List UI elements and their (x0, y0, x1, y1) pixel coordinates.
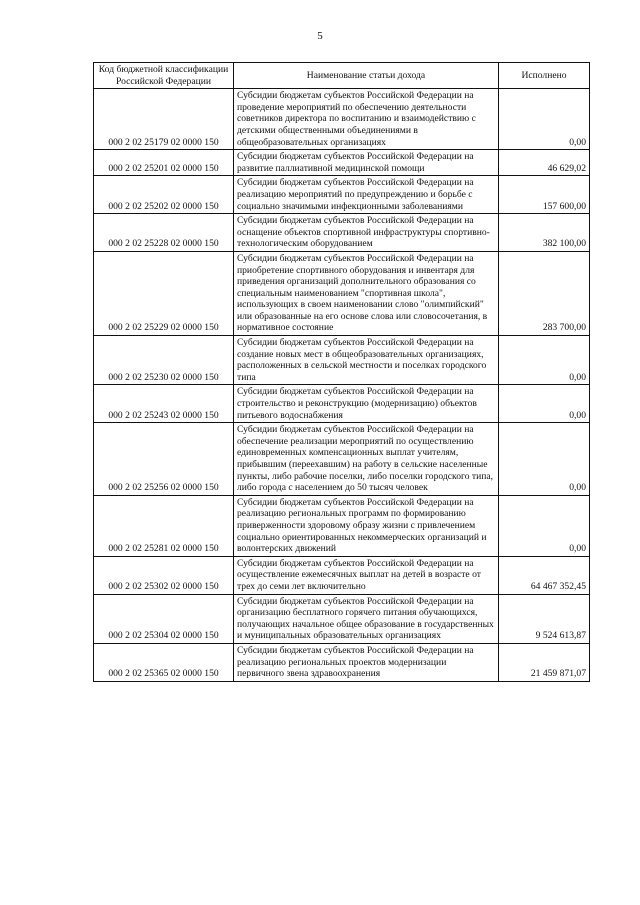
row-code: 000 2 02 25304 02 0000 150 (94, 594, 234, 643)
table-row (94, 176, 590, 214)
row-amount: 0,00 (499, 495, 590, 556)
table-row (94, 251, 590, 335)
row-amount: 0,00 (499, 385, 590, 423)
row-amount: 46 629,02 (499, 150, 590, 176)
row-amount: 64 467 352,45 (499, 556, 590, 594)
page-number: 5 (317, 30, 323, 42)
row-name: Субсидии бюджетам субъектов Российской Федерации на развитие паллиативной медицинской помощи (234, 150, 499, 176)
table-row (94, 495, 590, 556)
header-amount: Исполнено (499, 63, 590, 89)
table-row (94, 336, 590, 385)
table-row (94, 556, 590, 594)
header-name: Наименование статьи дохода (234, 63, 499, 89)
row-code: 000 2 02 25243 02 0000 150 (94, 385, 234, 423)
row-amount: 382 100,00 (499, 214, 590, 252)
row-code: 000 2 02 25256 02 0000 150 (94, 423, 234, 496)
row-code: 000 2 02 25302 02 0000 150 (94, 556, 234, 594)
table-row (94, 214, 590, 252)
row-code: 000 2 02 25365 02 0000 150 (94, 643, 234, 681)
row-name: Субсидии бюджетам субъектов Российской Федерации на обеспечение реализации мероприятий по осуществлению единовременных компенсационных выплат учителям, прибывшим (переехавшим) на работу в сельские населенные пункты, либо рабочие поселки, либо поселки городского типа, либо города с населением до 50 тысяч человек (234, 423, 499, 496)
table-row (94, 150, 590, 176)
row-amount: 0,00 (499, 423, 590, 496)
table-row (94, 643, 590, 681)
row-name: Субсидии бюджетам субъектов Российской Федерации на создание новых мест в общеобразовательных организациях, расположенных в сельской местности и поселках городского типа (234, 336, 499, 385)
row-amount: 283 700,00 (499, 251, 590, 335)
row-name: Субсидии бюджетам субъектов Российской Федерации на реализацию региональных проектов модернизации первичного звена здравоохранения (234, 643, 499, 681)
row-code: 000 2 02 25201 02 0000 150 (94, 150, 234, 176)
revenue-table (93, 62, 590, 682)
row-amount: 21 459 871,07 (499, 643, 590, 681)
table-row (94, 89, 590, 150)
row-amount: 9 524 613,87 (499, 594, 590, 643)
table-row (94, 594, 590, 643)
row-name: Субсидии бюджетам субъектов Российской Федерации на реализацию мероприятий по предупреждению и борьбе с социально значимыми инфекционными заболеваниями (234, 176, 499, 214)
row-code: 000 2 02 25230 02 0000 150 (94, 336, 234, 385)
row-code: 000 2 02 25229 02 0000 150 (94, 251, 234, 335)
row-code: 000 2 02 25179 02 0000 150 (94, 89, 234, 150)
row-name: Субсидии бюджетам субъектов Российской Федерации на организацию бесплатного горячего питания обучающихся, получающих начальное общее образование в государственных и муниципальных образовательных организациях (234, 594, 499, 643)
row-code: 000 2 02 25281 02 0000 150 (94, 495, 234, 556)
row-amount: 0,00 (499, 336, 590, 385)
row-name: Субсидии бюджетам субъектов Российской Федерации на строительство и реконструкцию (модернизацию) объектов питьевого водоснабжения (234, 385, 499, 423)
row-name: Субсидии бюджетам субъектов Российской Федерации на приобретение спортивного оборудования и инвентаря для приведения организаций дополнительного образования со специальным наименованием "спортивная школа", использующих в своем наименовании слово "олимпийский" или образованные на его основе слова или словосочетания, в нормативное состояние (234, 251, 499, 335)
row-code: 000 2 02 25228 02 0000 150 (94, 214, 234, 252)
table-row (94, 385, 590, 423)
header-code: Код бюджетной классификации Российской Федерации (94, 63, 234, 89)
table-header-row (94, 63, 590, 89)
row-name: Субсидии бюджетам субъектов Российской Федерации на осуществление ежемесячных выплат на детей в возрасте от трех до семи лет включительно (234, 556, 499, 594)
row-name: Субсидии бюджетам субъектов Российской Федерации на оснащение объектов спортивной инфраструктуры спортивно-технологическим оборудованием (234, 214, 499, 252)
row-amount: 0,00 (499, 89, 590, 150)
row-name: Субсидии бюджетам субъектов Российской Федерации на реализацию региональных программ по формированию приверженности здоровому образу жизни с привлечением социально ориентированных некоммерческих организаций и волонтерских движений (234, 495, 499, 556)
table-row (94, 423, 590, 496)
row-amount: 157 600,00 (499, 176, 590, 214)
row-code: 000 2 02 25202 02 0000 150 (94, 176, 234, 214)
row-name: Субсидии бюджетам субъектов Российской Федерации на проведение мероприятий по обеспечению деятельности советников директора по воспитанию и взаимодействию с детскими общественными объединениями в общеобразовательных организациях (234, 89, 499, 150)
